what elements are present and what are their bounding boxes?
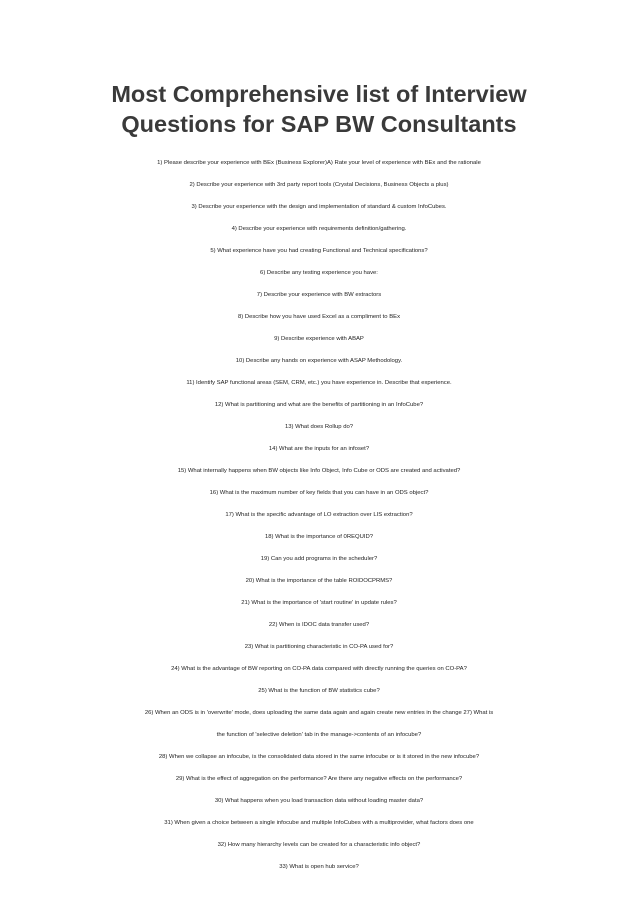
question-item: 24) What is the advantage of BW reporting on CO-PA data compared with directly running the queries on CO-PA? xyxy=(171,666,467,672)
title-line-2: Questions for SAP BW Consultants xyxy=(121,111,517,137)
question-item: 26) When an ODS is in 'overwrite' mode, does uploading the same data again and again create new entries in the change 27) What is xyxy=(144,710,494,716)
question-item: 28) When we collapse an infocube, is the consolidated data stored in the same infocube or is it stored in the new infocube? xyxy=(158,754,480,760)
question-item: 30) What happens when you load transaction data without loading master data? xyxy=(214,798,424,804)
question-item: 32) How many hierarchy levels can be created for a characteristic info object? xyxy=(217,842,421,848)
question-item: 29) What is the effect of aggregation on the performance? Are there any negative effects on the performance? xyxy=(175,776,463,782)
question-item: 10) Describe any hands on experience with ASAP Methodology. xyxy=(235,358,403,364)
question-item: 14) What are the inputs for an infoset? xyxy=(268,446,370,452)
question-item: 17) What is the specific advantage of LO extraction over LIS extraction? xyxy=(225,512,413,518)
question-item: 19) Can you add programs in the scheduler? xyxy=(260,556,378,562)
question-item: 3) Describe your experience with the design and implementation of standard & custom InfoCubes. xyxy=(191,204,447,210)
question-item: 2) Describe your experience with 3rd party report tools (Crystal Decisions, Business Objects a plus) xyxy=(189,182,449,188)
question-item: 25) What is the function of BW statistics cube? xyxy=(258,688,380,694)
question-item: 13) What does Rollup do? xyxy=(284,424,354,430)
question-item: 1) Please describe your experience with BEx (Business Explorer)A) Rate your level of experience with BEx and the rationale xyxy=(157,160,481,166)
question-item: 16) What is the maximum number of key fields that you can have in an ODS object? xyxy=(209,490,429,496)
question-item: 21) What is the importance of 'start routine' in update rules? xyxy=(241,600,397,606)
title-line-1: Most Comprehensive list of Interview xyxy=(111,81,527,107)
question-item: 4) Describe your experience with requirements definition/gathering. xyxy=(231,226,407,232)
question-item: 12) What is partitioning and what are the benefits of partitioning in an InfoCube? xyxy=(214,402,424,408)
question-item: 23) What is partitioning characteristic in CO-PA used for? xyxy=(244,644,394,650)
question-item: 5) What experience have you had creating Functional and Technical specifications? xyxy=(210,248,428,254)
question-item: 31) When given a choice between a single infocube and multiple InfoCubes with a multiprovider, what factors does one xyxy=(164,820,474,826)
question-item: 6) Describe any testing experience you have: xyxy=(260,270,378,276)
question-item: 20) What is the importance of the table ROIDOCPRMS? xyxy=(245,578,393,584)
question-item: 22) When is IDOC data transfer used? xyxy=(268,622,370,628)
document-title xyxy=(20,79,618,139)
question-item: 33) What is open hub service? xyxy=(279,864,359,870)
question-item-continuation: the function of 'selective deletion' tab in the manage->contents of an infocube? xyxy=(216,732,422,738)
question-item: 7) Describe your experience with BW extractors xyxy=(256,292,382,298)
question-item: 15) What internally happens when BW objects like Info Object, Info Cube or ODS are created and activated? xyxy=(177,468,461,474)
question-item: 18) What is the importance of 0REQUID? xyxy=(264,534,374,540)
question-item: 11) Identify SAP functional areas (SEM, CRM, etc.) you have experience in. Describe that experience. xyxy=(186,380,452,386)
question-item: 9) Describe experience with ABAP xyxy=(274,336,364,342)
question-item: 8) Describe how you have used Excel as a compliment to BEx xyxy=(237,314,401,320)
